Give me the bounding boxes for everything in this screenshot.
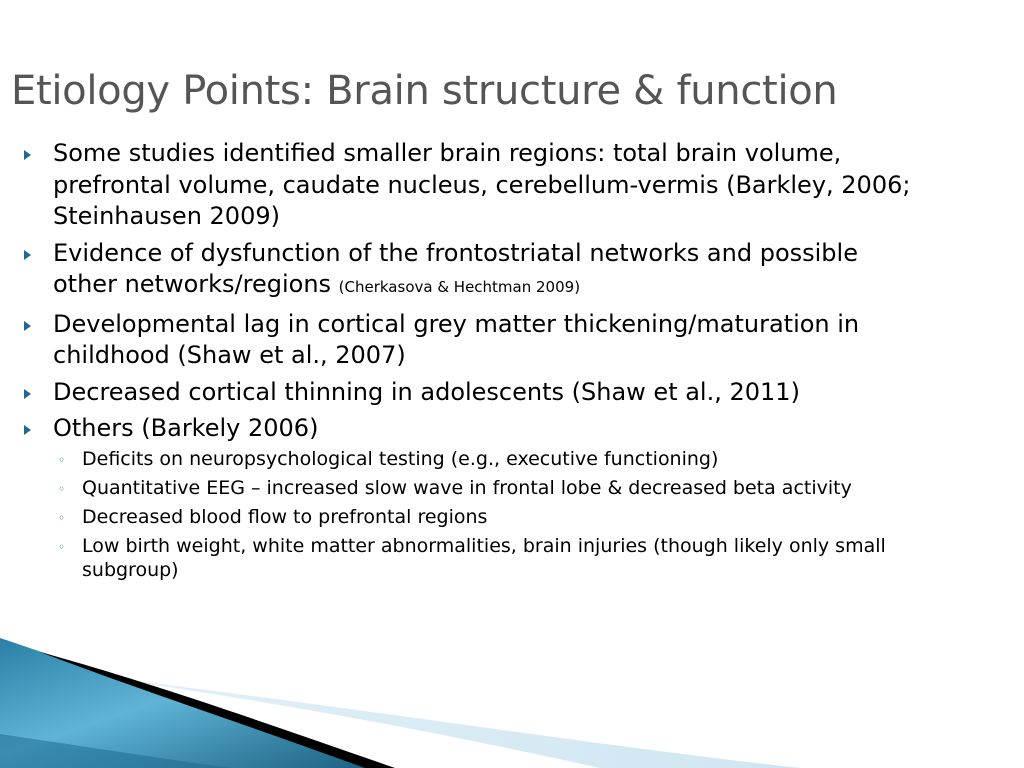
bullet-item: [22, 138, 922, 233]
sub-bullet-text: Deficits on neuropsychological testing (e.g., executive functioning): [82, 447, 719, 470]
arrow-bullet-icon: [24, 321, 31, 331]
bullet-item: [22, 309, 922, 372]
circle-bullet-icon: ◦: [58, 452, 66, 467]
arrow-bullet-icon: [24, 425, 31, 435]
wave-decoration: [0, 638, 1024, 768]
arrow-bullet-icon: [24, 250, 31, 260]
bullet-text: Some studies identified smaller brain regions: total brain volume, prefrontal volume, caudate nucleus, cerebellum-vermis (Barkley, 2006; Steinhausen 2009): [53, 139, 911, 230]
circle-bullet-icon: ◦: [58, 539, 66, 554]
bullet-item: [22, 413, 922, 582]
slide-title: Etiology Points: Brain structure & function: [11, 68, 838, 114]
sub-bullet-list: [53, 447, 922, 582]
bullet-citation: (Cherkasova & Hechtman 2009): [338, 278, 581, 296]
bullet-text: Developmental lag in cortical grey matter thickening/maturation in childhood (Shaw et al., 2007): [53, 309, 860, 369]
bullet-list: [22, 138, 922, 587]
sub-bullet-item: [53, 534, 922, 582]
bullet-text: Others (Barkely 2006): [53, 414, 319, 442]
bullet-text: Evidence of dysfunction of the frontostriatal networks and possible other networks/regions: [53, 238, 858, 298]
circle-bullet-icon: ◦: [58, 481, 66, 496]
bullet-item: [22, 377, 922, 409]
bullet-text: Decreased cortical thinning in adolescents (Shaw et al., 2011): [53, 377, 800, 406]
sub-bullet-text: Low birth weight, white matter abnormalities, brain injuries (though likely only small subgroup): [82, 534, 886, 581]
circle-bullet-icon: ◦: [58, 510, 66, 525]
bullet-item: [22, 238, 922, 304]
arrow-bullet-icon: [24, 150, 31, 160]
sub-bullet-item: [53, 447, 922, 471]
arrow-bullet-icon: [24, 389, 31, 399]
sub-bullet-text: Quantitative EEG – increased slow wave in frontal lobe & decreased beta activity: [82, 476, 852, 499]
sub-bullet-text: Decreased blood flow to prefrontal regions: [82, 505, 488, 528]
sub-bullet-item: [53, 476, 922, 500]
sub-bullet-item: [53, 505, 922, 529]
